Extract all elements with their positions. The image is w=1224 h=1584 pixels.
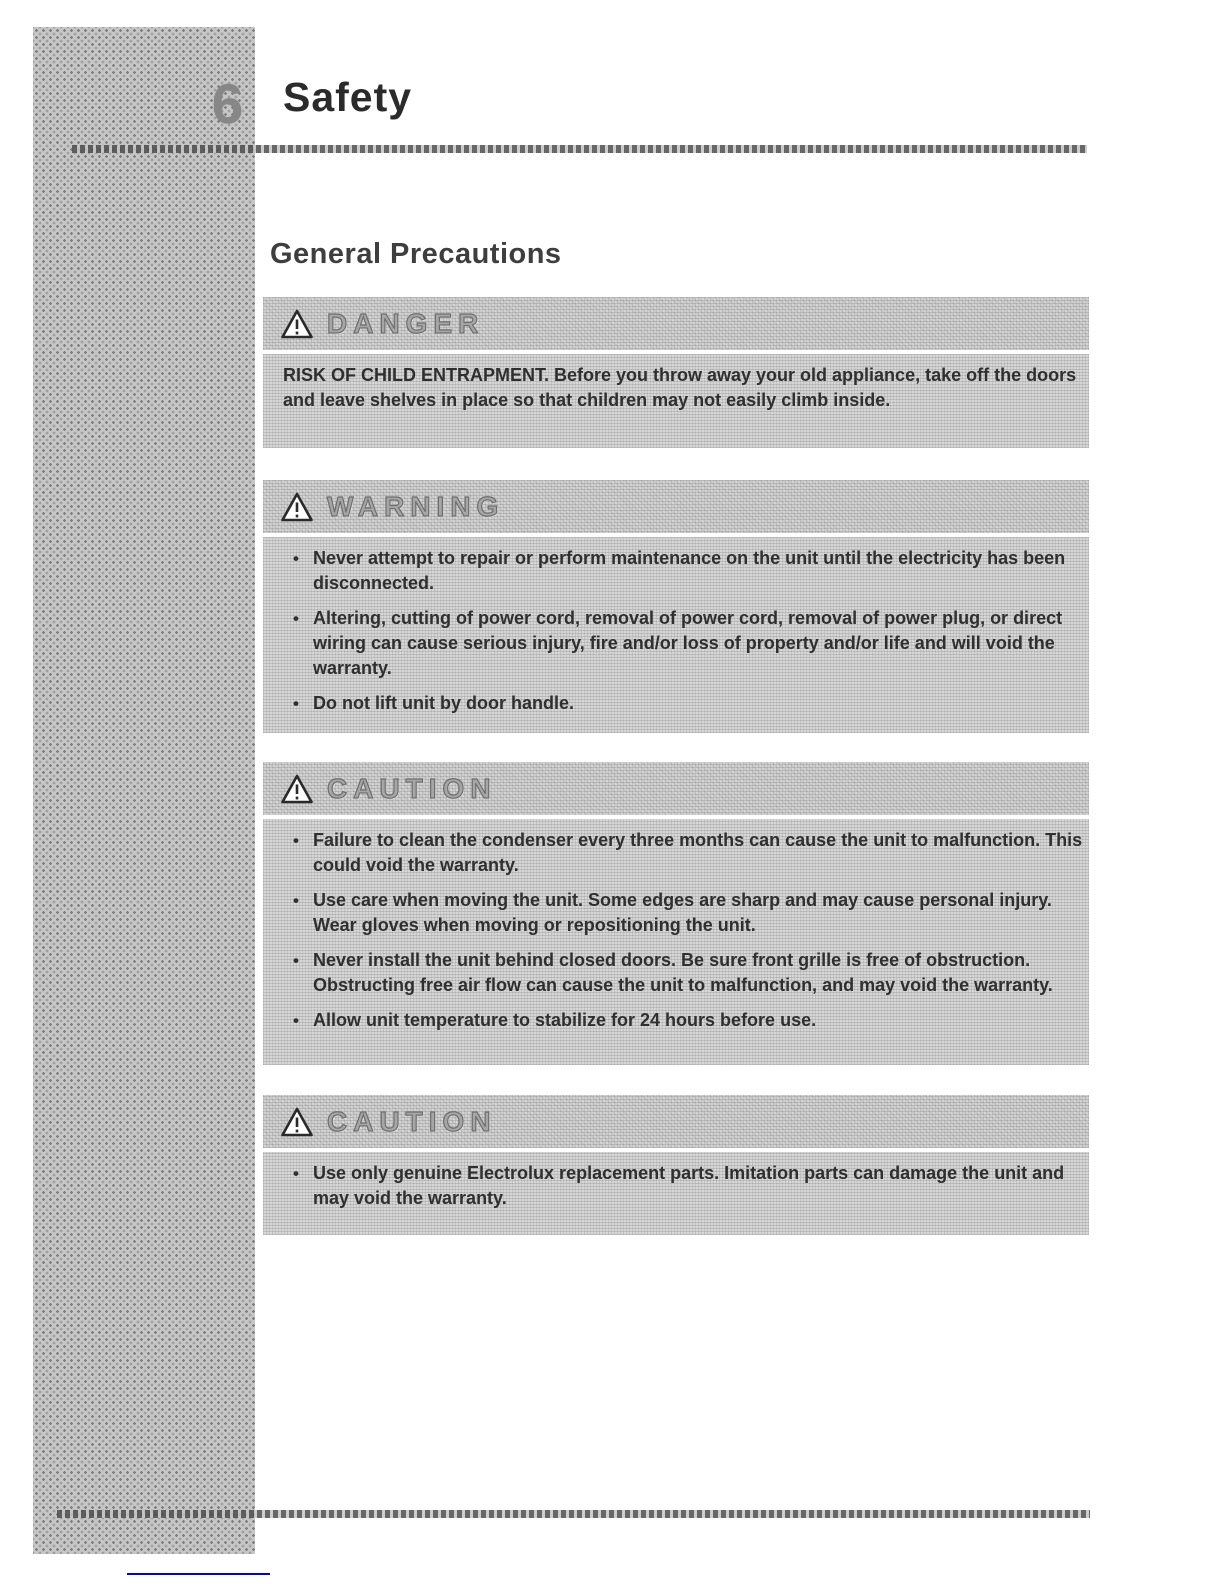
warning-bullet-item: • Use only genuine Electrolux replacement parts. Imitation parts can damage the unit and may void the warranty. bbox=[283, 1161, 1083, 1211]
header-dotted-rule bbox=[72, 145, 1087, 153]
warning-box-header bbox=[263, 297, 1089, 354]
warning-box bbox=[263, 1095, 1089, 1235]
warning-box-paragraph: RISK OF CHILD ENTRAPMENT. Before you throw away your old appliance, take off the doors and leave shelves in place so that children may not easily climb inside. bbox=[283, 365, 1077, 410]
warning-box bbox=[263, 480, 1089, 733]
warning-triangle-icon bbox=[281, 492, 313, 522]
section-title: General Precautions bbox=[270, 238, 562, 270]
warning-triangle-icon bbox=[281, 1107, 313, 1137]
footer-dotted-rule bbox=[57, 1510, 1090, 1518]
warning-bullet-item: • Altering, cutting of power cord, removal of power cord, removal of power plug, or direct wiring can cause serious injury, fire and/or loss of property and/or life and will void the warranty. bbox=[283, 606, 1083, 681]
warning-box-bullets bbox=[283, 546, 1083, 716]
warning-box-body bbox=[263, 537, 1089, 724]
warning-bullet-item: • Failure to clean the condenser every three months can cause the unit to malfunction. This could void the warranty. bbox=[283, 828, 1083, 878]
chapter-title: Safety bbox=[283, 74, 413, 120]
warning-bullet-item: • Never attempt to repair or perform maintenance on the unit until the electricity has been disconnected. bbox=[283, 546, 1083, 596]
warning-bullet-item: • Never install the unit behind closed doors. Be sure front grille is free of obstruction. Obstructing free air flow can cause the unit to malfunction, and may void the warranty. bbox=[283, 948, 1083, 998]
warning-box-header bbox=[263, 1095, 1089, 1152]
warning-box bbox=[263, 762, 1089, 1065]
warning-box-body bbox=[263, 819, 1089, 1041]
warning-bullet-item: • Allow unit temperature to stabilize for 24 hours before use. bbox=[283, 1008, 1083, 1033]
warning-box-bullets bbox=[283, 1161, 1083, 1211]
warning-box-header bbox=[263, 480, 1089, 537]
warning-box-title: WARNING bbox=[327, 490, 505, 522]
warning-box-title: CAUTION bbox=[327, 1105, 497, 1137]
warning-box-body bbox=[263, 354, 1089, 421]
warning-bullet-item: • Do not lift unit by door handle. bbox=[283, 691, 1083, 716]
warning-triangle-icon bbox=[281, 309, 313, 339]
warning-bullet-item: • Use care when moving the unit. Some edges are sharp and may cause personal injury. Wear gloves when moving or repositioning the unit. bbox=[283, 888, 1083, 938]
sidebar-texture bbox=[33, 27, 255, 1554]
warning-box-title: CAUTION bbox=[327, 772, 497, 804]
footer-link-line[interactable] bbox=[127, 1573, 270, 1575]
page-number: 6 bbox=[211, 72, 243, 135]
warning-box-body bbox=[263, 1152, 1089, 1219]
warning-box bbox=[263, 297, 1089, 448]
warning-box-bullets bbox=[283, 828, 1083, 1033]
warning-boxes-container bbox=[263, 297, 1089, 1235]
warning-box-title: DANGER bbox=[327, 307, 485, 339]
warning-box-header bbox=[263, 762, 1089, 819]
warning-triangle-icon bbox=[281, 774, 313, 804]
